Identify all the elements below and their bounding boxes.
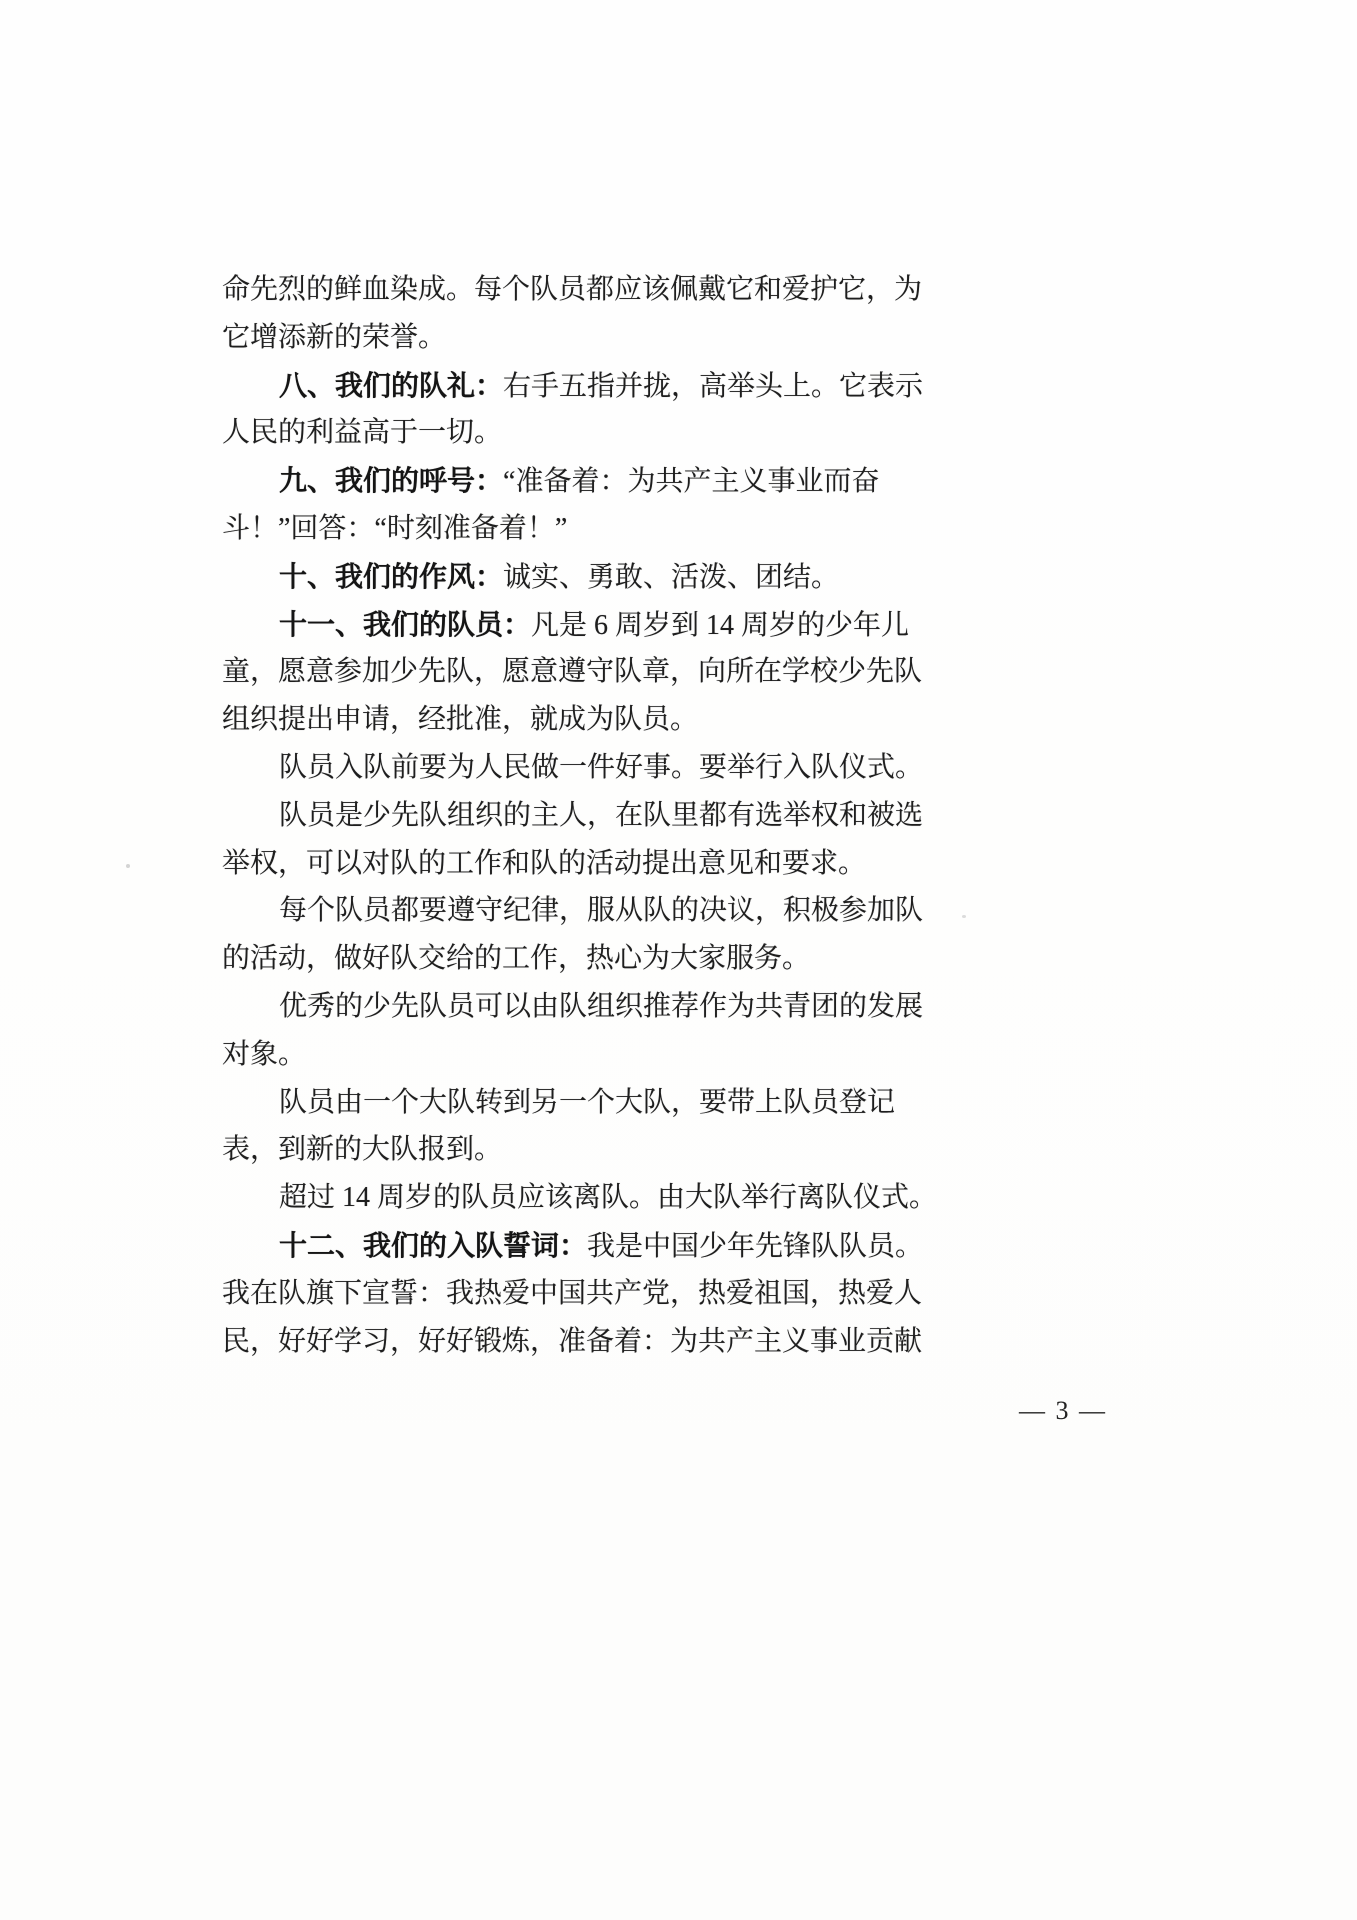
body-segment: 它增添新的荣誉。	[222, 321, 447, 353]
heading-segment: 十一、我们的队员：	[279, 608, 532, 640]
text-line	[222, 887, 926, 935]
text-line	[222, 1174, 938, 1222]
body-segment: 民，好好学习，好好锻炼，准备着：为共产主义事业贡献	[222, 1325, 923, 1357]
text-line	[222, 1079, 926, 1127]
text-line	[222, 696, 926, 744]
body-segment: 优秀的少先队员可以由队组织推荐作为共青团的发展	[279, 990, 924, 1022]
body-segment: 表，到新的大队报到。	[222, 1134, 503, 1166]
text-line	[222, 457, 926, 505]
text-line	[222, 1270, 926, 1318]
body-segment: “准备着：为共产主义事业而奋	[503, 466, 880, 498]
text-line	[222, 792, 926, 840]
text-line	[222, 314, 926, 362]
text-line	[222, 1222, 926, 1270]
text-line	[222, 1318, 926, 1366]
text-line	[222, 744, 926, 792]
body-segment: 童，愿意参加少先队，愿意遵守队章，向所在学校少先队	[222, 656, 923, 688]
text-block	[222, 266, 938, 1365]
body-segment: 命先烈的鲜血染成。每个队员都应该佩戴它和爱护它，为	[222, 274, 923, 305]
text-line	[222, 840, 926, 888]
scan-speck	[126, 864, 130, 868]
text-line	[222, 935, 926, 983]
body-segment: 斗！”回答：“时刻准备着！”	[222, 512, 568, 544]
scan-speck	[962, 915, 966, 918]
text-line	[222, 362, 926, 410]
body-segment: 队员是少先队组织的主人，在队里都有选举权和被选	[279, 799, 924, 831]
body-segment: 组织提出申请，经批准，就成为队员。	[222, 704, 699, 736]
body-segment: 我在队旗下宣誓：我热爱中国共产党，热爱祖国，热爱人	[222, 1277, 923, 1309]
text-line	[222, 553, 926, 601]
body-segment: 右手五指并拢，高举头上。它表示	[503, 370, 924, 402]
body-segment: 每个队员都要遵守纪律，服从队的决议，积极参加队	[279, 895, 924, 927]
body-segment: 凡是 6 周岁到 14 周岁的少年儿	[531, 609, 910, 641]
text-line	[222, 1126, 926, 1174]
body-segment: 超过 14 周岁的队员应该离队。由大队举行离队仪式。	[279, 1182, 938, 1214]
body-segment: 诚实、勇敢、活泼、团结。	[503, 561, 840, 593]
body-segment: 举权，可以对队的工作和队的活动提出意见和要求。	[222, 847, 867, 879]
text-line	[222, 266, 926, 314]
heading-segment: 八、我们的队礼：	[279, 369, 504, 401]
body-segment: 人民的利益高于一切。	[222, 417, 503, 449]
text-line	[222, 601, 926, 649]
heading-segment: 九、我们的呼号：	[279, 465, 504, 497]
text-line	[222, 1031, 926, 1079]
body-segment: 队员由一个大队转到另一个大队，要带上队员登记	[279, 1086, 896, 1118]
text-line	[222, 409, 926, 457]
heading-segment: 十二、我们的入队誓词：	[279, 1229, 588, 1261]
text-line	[222, 983, 926, 1031]
body-segment: 对象。	[222, 1038, 307, 1070]
text-line	[222, 648, 926, 696]
text-line	[222, 505, 926, 553]
body-segment: 的活动，做好队交给的工作，热心为大家服务。	[222, 943, 811, 975]
body-segment: 队员入队前要为人民做一件好事。要举行入队仪式。	[279, 751, 924, 783]
body-segment: 我是中国少年先锋队队员。	[587, 1230, 924, 1262]
page-number: — 3 —	[1019, 1396, 1107, 1425]
heading-segment: 十、我们的作风：	[279, 560, 504, 592]
